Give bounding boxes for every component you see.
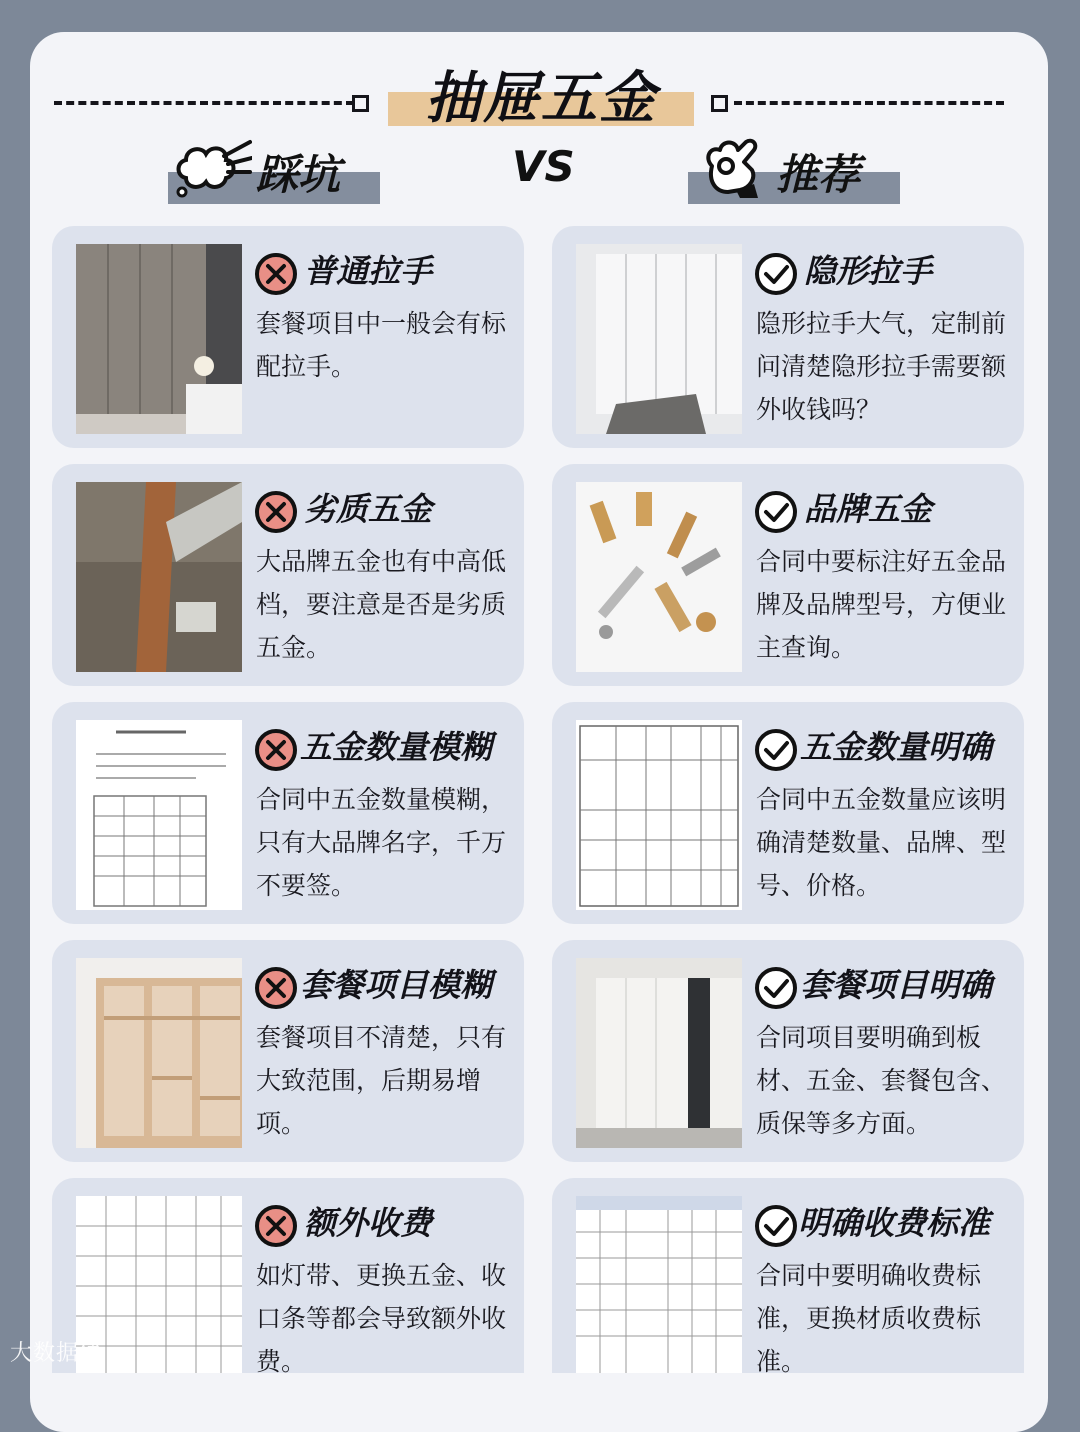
card-text: 合同中要标注好五金品牌及品牌型号，方便业主查询。 bbox=[756, 547, 1007, 662]
card-text: 大品牌五金也有中高低档，要注意是否是劣质五金。 bbox=[256, 547, 507, 662]
recommend-card-1 bbox=[552, 226, 1024, 448]
cabinet-frame-photo bbox=[76, 958, 242, 1148]
check-circle-icon bbox=[754, 728, 798, 772]
card-text: 合同中五金数量应该明确清楚数量、品牌、型号、价格。 bbox=[756, 785, 1007, 900]
pitfall-card-5 bbox=[52, 1178, 524, 1376]
card-title: 套餐项目明确 bbox=[800, 966, 993, 1004]
header-dash-right bbox=[734, 101, 1004, 105]
watermark: 大数据猜 bbox=[10, 1341, 103, 1366]
left-label: 踩坑 bbox=[256, 150, 341, 199]
card-text: 合同项目要明确到板材、五金、套餐包含、质保等多方面。 bbox=[756, 1023, 1007, 1138]
header-square-left bbox=[352, 95, 369, 112]
card-text: 合同中五金数量模糊，只有大品牌名字，千万不要签。 bbox=[256, 785, 507, 900]
card-text: 合同中要明确收费标准，更换材质收费标准。 bbox=[756, 1261, 982, 1376]
wardrobe-photo bbox=[76, 244, 242, 434]
ok-hand-icon bbox=[700, 136, 772, 200]
hardware-parts-photo bbox=[576, 482, 742, 672]
card-title: 套餐项目模糊 bbox=[300, 966, 493, 1004]
puff-cloud-icon bbox=[172, 136, 252, 202]
contract-document-photo bbox=[76, 720, 242, 910]
pitfall-card-4 bbox=[52, 940, 524, 1162]
card-title: 普通拉手 bbox=[304, 252, 433, 290]
recommend-card-2 bbox=[552, 464, 1024, 686]
title-block bbox=[388, 56, 694, 131]
recommend-card-4 bbox=[552, 940, 1024, 1162]
cross-circle-icon bbox=[254, 728, 298, 772]
pitfall-card-3 bbox=[52, 702, 524, 924]
price-standard-table-photo bbox=[576, 1196, 742, 1373]
check-circle-icon bbox=[754, 252, 798, 296]
recommend-card-3 bbox=[552, 702, 1024, 924]
card-text: 套餐项目中一般会有标配拉手。 bbox=[256, 309, 507, 381]
pitfall-card-1 bbox=[52, 226, 524, 448]
check-circle-icon bbox=[754, 490, 798, 534]
card-title: 明确收费标准 bbox=[798, 1204, 991, 1242]
header-square-right bbox=[711, 95, 728, 112]
white-wardrobe-photo bbox=[576, 244, 742, 434]
card-text: 套餐项目不清楚，只有大致范围，后期易增项。 bbox=[256, 1023, 507, 1138]
cross-circle-icon bbox=[254, 490, 298, 534]
vs-label: VS bbox=[512, 142, 575, 191]
card-title: 品牌五金 bbox=[804, 490, 933, 528]
card-title: 劣质五金 bbox=[304, 490, 433, 528]
card-title: 五金数量明确 bbox=[800, 728, 993, 766]
itemized-table-photo bbox=[576, 720, 742, 910]
card-text: 如灯带、更换五金、收口条等都会导致额外收费。 bbox=[256, 1261, 507, 1376]
rusty-hinge-photo bbox=[76, 482, 242, 672]
card-title: 五金数量模糊 bbox=[300, 728, 493, 766]
cross-circle-icon bbox=[254, 1204, 298, 1248]
check-circle-icon bbox=[754, 1204, 798, 1248]
card-text: 隐形拉手大气，定制前问清楚隐形拉手需要额外收钱吗？ bbox=[756, 309, 1007, 424]
cross-circle-icon bbox=[254, 252, 298, 296]
card-title: 额外收费 bbox=[304, 1204, 433, 1242]
card-title: 隐形拉手 bbox=[804, 252, 933, 290]
cross-circle-icon bbox=[254, 966, 298, 1010]
right-label: 推荐 bbox=[776, 150, 861, 199]
grey-wardrobe-photo bbox=[576, 958, 742, 1148]
recommend-card-5 bbox=[552, 1178, 1024, 1376]
header-dash-left bbox=[54, 101, 354, 105]
check-circle-icon bbox=[754, 966, 798, 1010]
pitfall-card-2 bbox=[52, 464, 524, 686]
page-title: 抽屉五金 bbox=[425, 66, 657, 131]
